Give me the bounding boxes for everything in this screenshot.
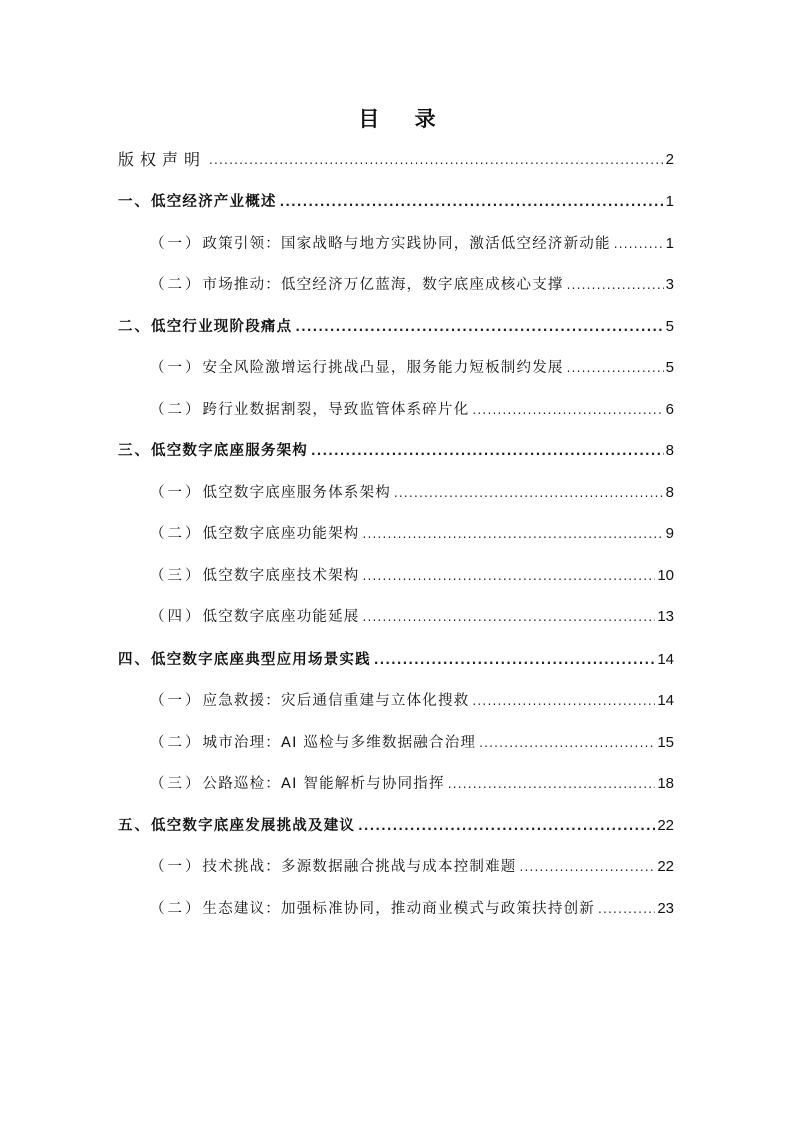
- toc-entry-text: 应急救援：灾后通信重建与立体化搜救: [202, 693, 470, 709]
- toc-leader-dots: [363, 607, 656, 627]
- toc-entry-page: 5: [665, 318, 674, 335]
- toc-leader-dots: [280, 192, 664, 212]
- toc-entry-page: 5: [665, 359, 674, 376]
- toc-entry-number: （二）: [150, 901, 203, 917]
- toc-title: 目 录: [358, 107, 450, 131]
- toc-leader-dots: [448, 774, 656, 794]
- toc-entry-page: 3: [665, 276, 674, 293]
- toc-entry-text: 公路巡检：AI 智能解析与协同指挥: [202, 776, 445, 792]
- toc-entry-text: 低空数字底座服务体系架构: [202, 485, 391, 501]
- toc-leader-dots: [567, 275, 664, 295]
- toc-entry-text: 低空数字底座发展挑战及建议: [151, 818, 356, 834]
- toc-entry-page: 10: [657, 567, 674, 584]
- toc-entry-page: 15: [657, 734, 674, 751]
- toc-leader-dots: [374, 650, 656, 670]
- toc-entry-page: 14: [657, 692, 674, 709]
- toc-entry-number: （四）: [150, 609, 203, 625]
- toc-entry-section-4-1[interactable]: [150, 687, 674, 711]
- toc-leader-dots: [209, 150, 664, 170]
- toc-entry-page: 1: [665, 235, 674, 252]
- toc-entry-text: 低空行业现阶段痛点: [151, 319, 293, 335]
- toc-entry-section-5-2[interactable]: [150, 895, 674, 919]
- toc-entry-text: 技术挑战：多源数据融合挑战与成本控制难题: [202, 859, 517, 875]
- toc-leader-dots: [472, 691, 655, 711]
- toc-entry-page: 22: [657, 858, 674, 875]
- toc-entry-text: 版权声明: [118, 150, 207, 169]
- toc-entry-number: （二）: [150, 735, 203, 751]
- toc-leader-dots: [363, 566, 656, 586]
- toc-leader-dots: [358, 816, 655, 836]
- toc-entry-text: 低空数字底座技术架构: [202, 568, 360, 584]
- toc-entry-section-3-3[interactable]: [150, 562, 674, 586]
- toc-entry-section-1[interactable]: [118, 188, 674, 212]
- toc-leader-dots: [614, 234, 664, 254]
- toc-entry-section-4-3[interactable]: [150, 770, 674, 794]
- toc-leader-dots: [479, 733, 655, 753]
- toc-leader-dots: [520, 857, 656, 877]
- toc-entry-section-3[interactable]: [118, 437, 674, 461]
- toc-entry-section-2-1[interactable]: [150, 354, 674, 378]
- toc-entry-number: （一）: [150, 693, 203, 709]
- toc-entry-section-1-2[interactable]: [150, 271, 674, 295]
- toc-entry-section-2-2[interactable]: [150, 396, 674, 420]
- toc-entry-page: 22: [657, 817, 674, 834]
- toc-entry-section-3-2[interactable]: [150, 520, 674, 544]
- toc-entry-page: 14: [657, 651, 674, 668]
- toc-entry-page: 8: [665, 484, 674, 501]
- toc-entry-number: （一）: [150, 236, 203, 252]
- toc-entry-section-3-4[interactable]: [150, 603, 674, 627]
- toc-entry-number: （一）: [150, 485, 203, 501]
- toc-entry-page: 1: [665, 193, 674, 210]
- toc-leader-dots: [363, 524, 664, 544]
- toc-entry-section-5[interactable]: [118, 812, 674, 836]
- toc-entry-number: （一）: [150, 859, 203, 875]
- toc-entry-text: 市场推动：低空经济万亿蓝海，数字底座成核心支撑: [202, 277, 564, 293]
- toc-entry-text: 政策引领：国家战略与地方实践协同，激活低空经济新动能: [202, 236, 611, 252]
- toc-leader-dots: [472, 400, 663, 420]
- toc-leader-dots: [598, 899, 655, 919]
- toc-entry-section-3-1[interactable]: [150, 479, 674, 503]
- toc-entry-number: （二）: [150, 526, 203, 542]
- toc-entry-section-4[interactable]: [118, 646, 674, 670]
- toc-entry-number: 一、: [118, 194, 151, 210]
- toc-entry-page: 6: [665, 401, 674, 418]
- toc-entry-text: 低空数字底座功能延展: [202, 609, 360, 625]
- toc-entry-text: 跨行业数据割裂，导致监管体系碎片化: [202, 402, 470, 418]
- toc-entry-number: （三）: [150, 568, 203, 584]
- toc-entry-page: 13: [657, 608, 674, 625]
- toc-entry-page: 23: [657, 900, 674, 917]
- toc-entry-section-5-1[interactable]: [150, 853, 674, 877]
- toc-leader-dots: [394, 483, 664, 503]
- toc-entry-number: （二）: [150, 402, 203, 418]
- toc-entry-number: （一）: [150, 360, 203, 376]
- toc-entry-page: 18: [657, 775, 674, 792]
- toc-entry-text: 低空经济产业概述: [151, 194, 277, 210]
- toc-entry-number: （三）: [150, 776, 203, 792]
- toc-entry-text: 城市治理：AI 巡检与多维数据融合治理: [202, 735, 477, 751]
- toc-leader-dots: [295, 317, 663, 337]
- toc-entry-section-4-2[interactable]: [150, 729, 674, 753]
- toc-entry-text: 低空数字底座功能架构: [202, 526, 360, 542]
- toc-entry-number: 三、: [118, 443, 151, 459]
- toc-entry-text: 低空数字底座服务架构: [151, 443, 308, 459]
- toc-entry-number: 二、: [118, 319, 151, 335]
- toc-leader-dots: [567, 358, 664, 378]
- toc-entry-number: （二）: [150, 277, 203, 293]
- toc-leader-dots: [311, 441, 664, 461]
- toc-entry-page: 8: [665, 442, 674, 459]
- toc-entry-section-2[interactable]: [118, 313, 674, 337]
- toc-entry-copyright[interactable]: [118, 146, 674, 170]
- toc-entry-number: 五、: [118, 818, 151, 834]
- toc-entry-text: 生态建议：加强标准协同，推动商业模式与政策扶持创新: [202, 901, 595, 917]
- toc-entry-page: 9: [665, 525, 674, 542]
- toc-entry-section-1-1[interactable]: [150, 230, 674, 254]
- toc-entry-page: 2: [665, 151, 674, 168]
- toc-entry-text: 安全风险激增运行挑战凸显，服务能力短板制约发展: [202, 360, 564, 376]
- toc-entry-text: 低空数字底座典型应用场景实践: [151, 652, 371, 668]
- toc-entry-number: 四、: [118, 652, 151, 668]
